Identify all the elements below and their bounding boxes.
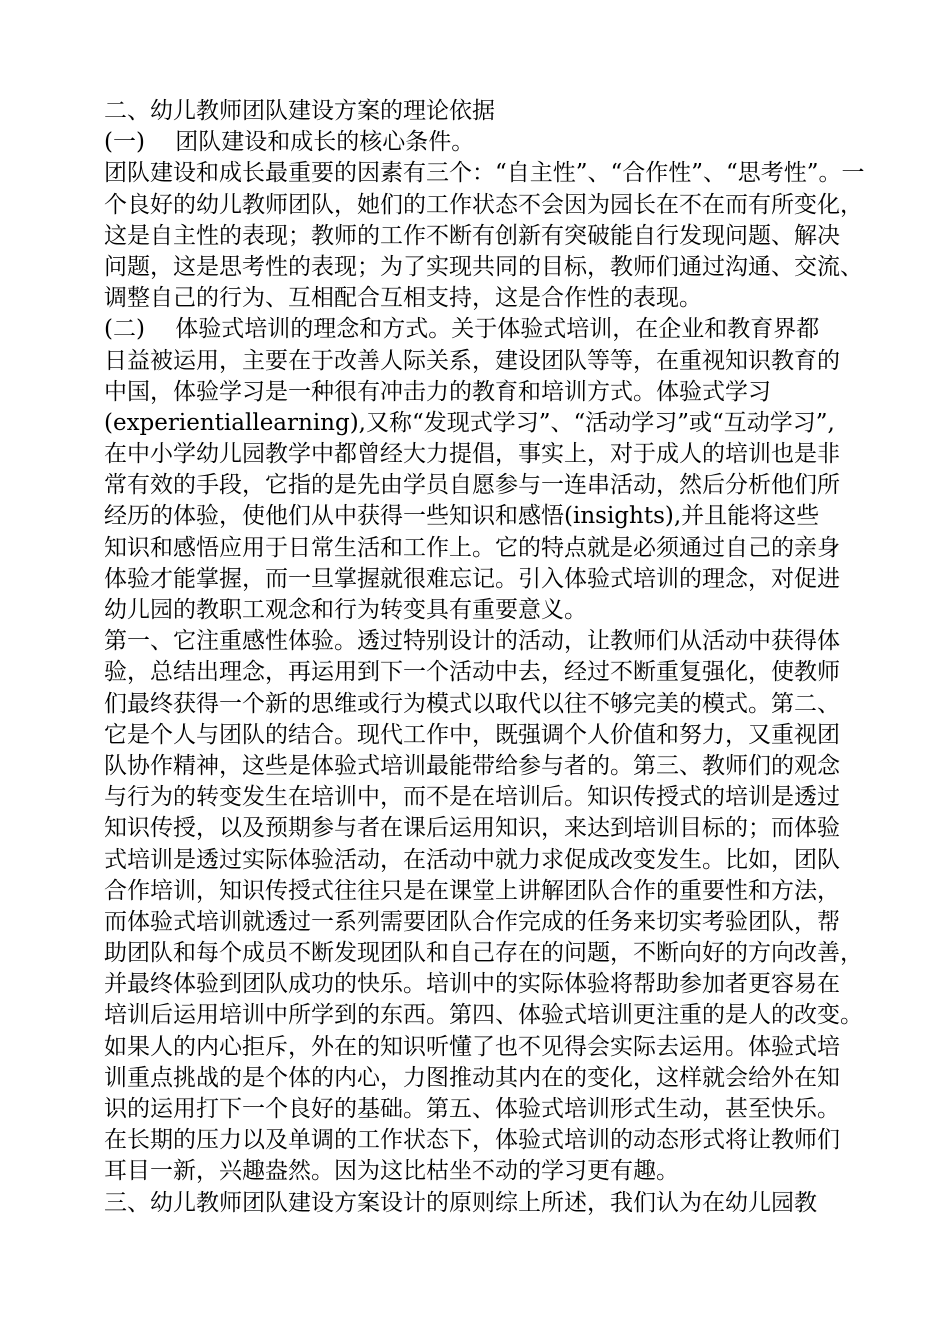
document-body (104, 96, 864, 1219)
text-line: 幼儿园的教职工观念和行为转变具有重要意义。 (104, 597, 587, 623)
text-line: 三、幼儿教师团队建设方案设计的原则综上所述，我们认为在幼儿园教 (104, 1189, 817, 1216)
text-line: 知识和感悟应用于日常生活和工作上。它的特点就是必须通过自己的亲身 (104, 534, 840, 561)
text-line: 队协作精神，这些是体验式培训最能带给参与者的。第三、教师们的观念 (104, 752, 840, 779)
text-line: (experientiallearning),又称“发现式学习”、“活动学习”或“互动学习”, (104, 409, 835, 436)
text-line: 合作培训，知识传授式往往只是在课堂上讲解团队合作的重要性和方法， (104, 877, 840, 904)
text-line: 而体验式培训就透过一系列需要团队合作完成的任务来切实考验团队，帮 (104, 908, 840, 935)
text-line: 耳目一新，兴趣盎然。因为这比枯坐不动的学习更有趣。 (104, 1158, 679, 1185)
text-line: 经历的体验，使他们从中获得一些知识和感悟(insights),并且能将这些 (104, 503, 820, 530)
text-line: 这是自主性的表现；教师的工作不断有创新有突破能自行发现问题、解决 (104, 222, 840, 249)
text-line: 识的运用打下一个良好的基础。第五、体验式培训形式生动，甚至快乐。 (104, 1096, 840, 1122)
text-line: 助团队和每个成员不断发现团队和自己存在的问题，不断向好的方向改善， (104, 940, 863, 967)
text-line: 二、幼儿教师团队建设方案的理论依据 (104, 98, 495, 124)
text-line: 训重点挑战的是个体的内心，力图推动其内在的变化，这样就会给外在知 (104, 1064, 840, 1091)
text-line: 在中小学幼儿园教学中都曾经大力提倡，事实上，对于成人的培训也是非 (104, 441, 840, 468)
text-line: 如果人的内心拒斥，外在的知识听懂了也不见得会实际去运用。体验式培 (104, 1033, 840, 1060)
text-line: 问题，这是思考性的表现；为了实现共同的目标，教师们通过沟通、交流、 (104, 253, 863, 280)
text-line: 们最终获得一个新的思维或行为模式以取代以往不够完美的模式。第二、 (104, 690, 840, 717)
text-line: 培训后运用培训中所学到的东西。第四、体验式培训更注重的是人的改变。 (104, 1002, 863, 1029)
text-line: 体验才能掌握，而一旦掌握就很难忘记。引入体验式培训的理念，对促进 (104, 565, 840, 592)
text-line: 中国，体验学习是一种很有冲击力的教育和培训方式。体验式学习 (104, 378, 771, 405)
text-line: 知识传授，以及预期参与者在课后运用知识，来达到培训目标的；而体验 (104, 815, 840, 842)
text-line: 式培训是透过实际体验活动，在活动中就力求促成改变发生。比如，团队 (104, 846, 840, 873)
text-line: (二) 体验式培训的理念和方式。关于体验式培训，在企业和教育界都 (104, 316, 820, 343)
text-line: 验，总结出理念，再运用到下一个活动中去，经过不断重复强化，使教师 (104, 659, 840, 686)
text-line: 并最终体验到团队成功的快乐。培训中的实际体验将帮助参加者更容易在 (104, 971, 840, 998)
text-line: 它是个人与团队的结合。现代工作中，既强调个人价值和努力，又重视团 (104, 721, 840, 748)
text-line: 第一、它注重感性体验。透过特别设计的活动，让教师们从活动中获得体 (104, 628, 840, 655)
text-line: 团队建设和成长最重要的因素有三个：“自主性”、“合作性”、“思考性”。一 (104, 160, 865, 187)
text-line: 调整自己的行为、互相配合互相支持，这是合作性的表现。 (104, 285, 702, 312)
text-line: 个良好的幼儿教师团队，她们的工作状态不会因为园长在不在而有所变化， (104, 191, 863, 218)
text-line: 日益被运用，主要在于改善人际关系，建设团队等等，在重视知识教育的 (104, 347, 840, 374)
text-line: 与行为的转变发生在培训中，而不是在培训后。知识传授式的培训是透过 (104, 784, 840, 811)
text-line: 在长期的压力以及单调的工作状态下，体验式培训的动态形式将让教师们 (104, 1127, 840, 1154)
text-line: 常有效的手段，它指的是先由学员自愿参与一连串活动，然后分析他们所 (104, 472, 840, 499)
text-line: (一) 团队建设和成长的核心条件。 (104, 129, 475, 156)
